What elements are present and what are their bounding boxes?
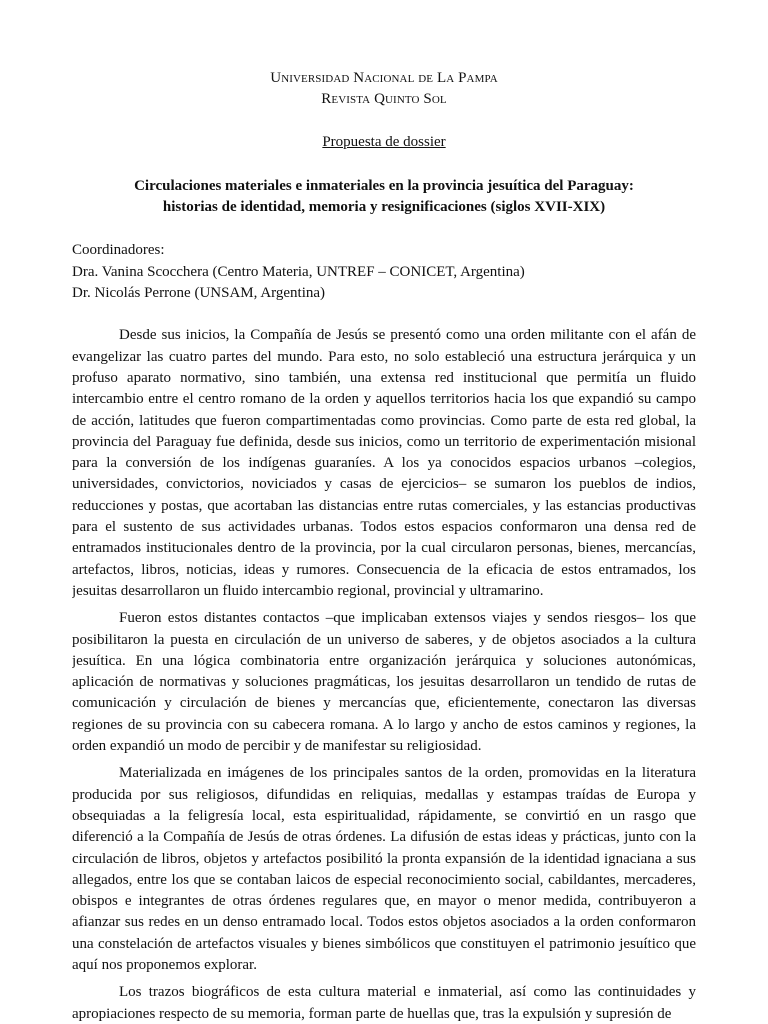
coordinator-2: Dr. Nicolás Perrone (UNSAM, Argentina)	[72, 285, 326, 302]
paragraph-3: Materializada en imágenes de los principales santos de la orden, promovidas en la literatura producida por sus religiosos, difundidas en reliquias, medallas y estampas traídas de Europa y obsequiadas a la feligresía local, esta espiritualidad, rápidamente, se convirtió en un rasgo que diferenció a la Compañía de Jesús de otras órdenes. La difusión de estas ideas y prácticas, junto con la circulación de libros, objetos y artefactos posibilitó la pronta expansión de la identidad ignaciana a sus allegados, entre los que se contaban laicos de especial reconocimiento social, cabildantes, mercaderes, obispos e integrantes de otras órdenes regulares que, en mayor o menor medida, contribuyeron a afianzar sus redes en un denso entramado local. Todos estos objetos asociados a la orden conformaron una constelación de artefactos visuales y bienes simbólicos que constituyen el patrimonio jesuítico que aquí nos proponemos explorar.	[72, 765, 696, 973]
body-text	[72, 325, 696, 1024]
paragraph-2: Fueron estos distantes contactos –que implicaban extensos viajes y sendos riesgos– los que posibilitaron la puesta en circulación de un universo de saberes, y de objetos asociados a la cultura jesuítica. En una lógica combinatoria entre organización jerárquica y soluciones autonómicas, aplicación de normativas y soluciones pragmáticas, los jesuitas desarrollaron un tendido de rutas de comunicación y circulación de bienes y mercancías que, eficientemente, conectaron las diversas regiones de su provincia con su cabecera romana. A lo largo y ancho de estos caminos y regiones, la orden expandió un modo de percibir y de manifestar su religiosidad.	[72, 610, 696, 755]
dossier-title-line-1: Circulaciones materiales e inmateriales en la provincia jesuítica del Paraguay:	[134, 177, 634, 194]
document-header	[72, 68, 696, 111]
coordinators-block	[72, 240, 696, 304]
journal-name: Revista Quinto Sol	[321, 91, 447, 108]
coordinators-label: Coordinadores:	[72, 242, 165, 259]
document-page	[72, 68, 696, 1024]
university-name: Universidad Nacional de La Pampa	[270, 70, 498, 86]
paragraph-4: Los trazos biográficos de esta cultura material e inmaterial, así como las continuidades y apropiaciones respecto de su memoria, forman parte de huellas que, tras la expulsión y supresión de	[72, 984, 696, 1022]
dossier-title	[72, 176, 696, 219]
coordinator-1: Dra. Vanina Scocchera (Centro Materia, UNTREF – CONICET, Argentina)	[72, 263, 525, 280]
paragraph-1: Desde sus inicios, la Compañía de Jesús se presentó como una orden militante con el afán de evangelizar las cuatro partes del mundo. Para esto, no solo estableció una estructura jerárquica y un profuso aparato normativo, sino también, una extensa red institucional que permitía un fluido intercambio entre el centro romano de la orden y aquellos territorios hacia los que expandió su campo de acción, latitudes que fueron compartimentadas como provincias. Como parte de esta red global, la provincia del Paraguay fue definida, desde sus inicios, como un territorio de experimentación misional para la conversión de los indígenas guaraníes. A los ya conocidos espacios urbanos –colegios, universidades, convictorios, noviciados y casas de ejercicios– se sumaron los pueblos de indios, reducciones y postas, que acortaban las distancias entre rutas comerciales, y las estancias productivas para el sustento de sus actividades urbanas. Todos estos espacios conformaron una densa red de entramados institucionales dentro de la provincia, por la cual circularon personas, bienes, mercancías, artefactos, libros, noticias, ideas y rumores. Consecuencia de la eficacia de estos entramados, los jesuitas desarrollaron un fluido intercambio regional, provincial y ultramarino.	[72, 327, 696, 599]
proposal-label: Propuesta de dossier	[322, 133, 446, 150]
dossier-title-line-2: historias de identidad, memoria y resignificaciones (siglos XVII-XIX)	[162, 199, 606, 216]
